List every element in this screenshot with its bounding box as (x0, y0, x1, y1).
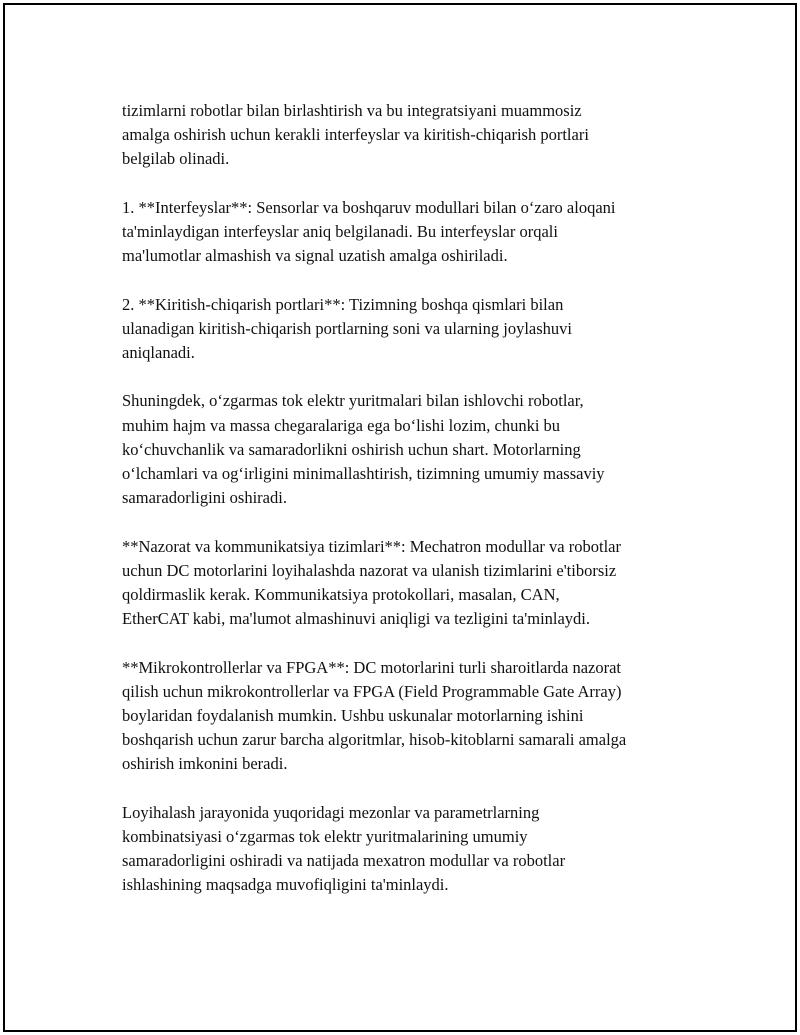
paragraph-interfaces (122, 196, 702, 269)
text-line: 2. **Kiritish-chiqarish portlari**: Tizimning boshqa qismlari bilan (122, 294, 564, 314)
text-line: o‘lchamlari va og‘irligini minimallashtirish, tizimning umumiy massaviy (122, 464, 605, 483)
text-line: samaradorligini oshiradi va natijada mexatron modullar va robotlar (122, 851, 566, 871)
text-line: uchun DC motorlarini loyihalashda nazorat va ulanish tizimlarini e'tiborsiz (122, 560, 617, 580)
text-line: amalga oshirish uchun kerakli interfeyslar va kiritish-chiqarish portlari (122, 125, 589, 145)
text-line: **Mikrokontrollerlar va FPGA**: DC motorlarini turli sharoitlarda nazorat (122, 657, 622, 677)
text-line: ishlashining maqsadga muvofiqligini ta'minlaydi. (122, 875, 449, 895)
paragraph-size-mass (122, 389, 702, 510)
text-line: boshqarish uchun zarur barcha algoritmlar, hisob-kitoblarni samarali amalga (122, 730, 627, 750)
text-line: oshirish imkonini beradi. (122, 754, 288, 774)
page-frame (3, 3, 797, 1032)
text-line: ta'minlaydigan interfeyslar aniq belgilanadi. Bu interfeyslar orqali (122, 222, 558, 241)
text-line: 1. **Interfeyslar**: Sensorlar va boshqaruv modullari bilan o‘zaro aloqani (122, 197, 616, 217)
text-line: ko‘chuvchanlik va samaradorlikni oshirish uchun shart. Motorlarning (122, 439, 581, 459)
paragraph-control-communication (122, 535, 702, 632)
text-line: muhim hajm va massa chegaralariga ega bo‘lishi lozim, chunki bu (122, 415, 561, 435)
text-line: aniqlanadi. (122, 343, 195, 362)
text-line: samaradorligini oshiradi. (122, 488, 287, 508)
paragraph-conclusion (122, 801, 702, 898)
document-body (122, 99, 702, 922)
paragraph-microcontrollers-fpga (122, 656, 702, 777)
text-line: tizimlarni robotlar bilan birlashtirish va bu integratsiyani muammosiz (122, 101, 582, 120)
text-line: ma'lumotlar almashish va signal uzatish amalga oshiriladi. (122, 246, 508, 266)
text-line: Shuningdek, o‘zgarmas tok elektr yuritmalari bilan ishlovchi robotlar, (122, 391, 584, 411)
paragraph-intro (122, 99, 702, 172)
text-line: **Nazorat va kommunikatsiya tizimlari**: Mechatron modullar va robotlar (122, 536, 621, 556)
text-line: kombinatsiyasi o‘zgarmas tok elektr yuritmalarining umumiy (122, 827, 528, 846)
text-line: qilish uchun mikrokontrollerlar va FPGA (Field Programmable Gate Array) (122, 681, 622, 701)
text-line: qoldirmaslik kerak. Kommunikatsiya protokollari, masalan, CAN, (122, 585, 560, 604)
text-line: EtherCAT kabi, ma'lumot almashinuvi aniqligi va tezligini ta'minlaydi. (122, 609, 591, 629)
text-line: Loyihalash jarayonida yuqoridagi mezonlar va parametrlarning (122, 802, 540, 822)
text-line: ulanadigan kiritish-chiqarish portlarning soni va ularning joylashuvi (122, 318, 572, 338)
text-line: boylaridan foydalanish mumkin. Ushbu uskunalar motorlarning ishini (122, 706, 584, 725)
paragraph-io-ports (122, 293, 702, 366)
text-line: belgilab olinadi. (122, 149, 230, 169)
